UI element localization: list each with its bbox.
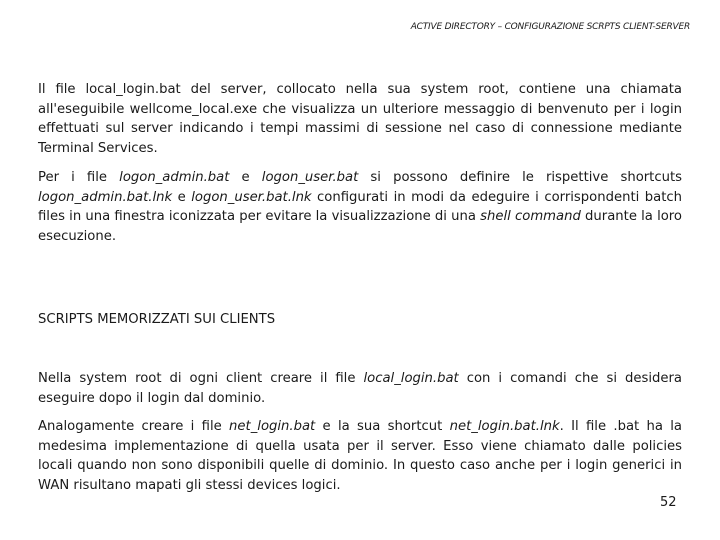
filename-net-login: net_login.bat	[229, 419, 316, 434]
term-shell-command: shell command	[480, 209, 581, 224]
text-segment: . Il file .bat ha la medesima implementazione di quella usata per il server. Esso viene chiamato dalle policies locali quando non sono disponibili quelle di dominio. In questo caso anche per i login generici in WAN risultano mapati gli stessi devices logici.	[38, 419, 682, 493]
paragraph-shortcuts	[38, 168, 682, 246]
text-segment: e	[229, 170, 262, 185]
text-segment: configurati in modi da edeguire i corrispondenti batch files in una finestra iconizzata per evitare la visualizzazione di una	[38, 189, 682, 224]
text-segment: Nella system root di ogni client creare il file	[38, 371, 364, 386]
section-title: SCRIPTS MEMORIZZATI SUI CLIENTS	[38, 312, 276, 327]
paragraph-text: Il file local_login.bat del server, collocato nella sua system root, contiene una chiamata all'eseguibile wellcome_local.exe che visualizza un ulteriore messaggio di benvenuto per i login effettuati sul server indicando i tempi massimi di sessione nel caso di connessione mediante Terminal Services.	[38, 82, 682, 156]
paragraph-client-local-login	[38, 369, 682, 408]
filename-net-login-lnk: net_login.bat.lnk	[449, 419, 560, 434]
paragraph-server-local-login	[38, 80, 682, 158]
page-number: 52	[660, 495, 677, 510]
text-segment: Analogamente creare i file	[38, 419, 230, 434]
text-segment: si possono definire le rispettive shortcuts	[358, 170, 683, 185]
text-segment: e la sua shortcut	[315, 419, 450, 434]
text-segment: durante la loro esecuzione.	[38, 209, 682, 244]
filename-logon-admin: logon_admin.bat	[119, 170, 230, 185]
filename-local-login: local_login.bat	[363, 371, 459, 386]
filename-logon-user: logon_user.bat	[261, 170, 359, 185]
text-segment: e	[172, 189, 192, 205]
page-header: ACTIVE DIRECTORY – CONFIGURAZIONE SCRPTS CLIENT-SERVER	[410, 22, 690, 32]
filename-logon-admin-lnk: logon_admin.bat.lnk	[38, 189, 173, 205]
filename-logon-user-lnk: logon_user.bat.lnk	[191, 189, 312, 205]
paragraph-net-login	[38, 417, 682, 495]
text-segment: Per i file	[38, 170, 120, 185]
text-segment: con i comandi che si desidera eseguire dopo il login dal dominio.	[38, 371, 682, 406]
